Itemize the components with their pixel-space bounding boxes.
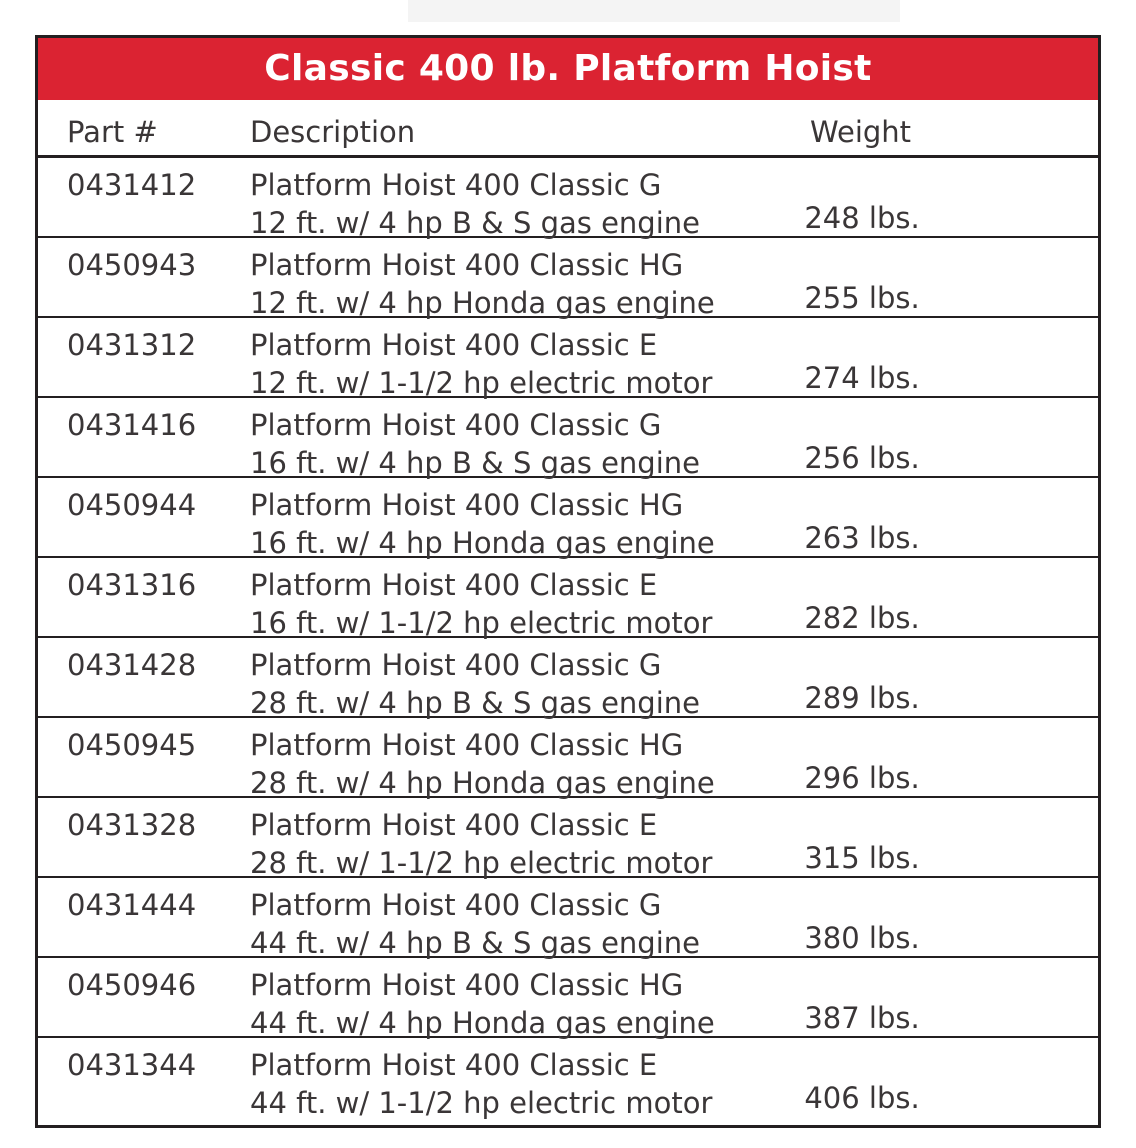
description-line-2: 44 ft. w/ 4 hp B & S gas engine — [250, 926, 700, 960]
weight-value: 406 lbs. — [804, 1081, 920, 1115]
header-description: Description — [250, 115, 416, 149]
table-row — [38, 318, 1098, 398]
table-row — [38, 238, 1098, 318]
description-line-2: 28 ft. w/ 4 hp B & S gas engine — [250, 686, 700, 720]
weight-value: 282 lbs. — [804, 601, 920, 635]
table-row — [38, 958, 1098, 1038]
description-line-1: Platform Hoist 400 Classic G — [250, 408, 662, 442]
weight-value: 274 lbs. — [804, 361, 920, 395]
part-number: 0431428 — [67, 648, 197, 682]
description-line-1: Platform Hoist 400 Classic E — [250, 568, 658, 602]
table-body — [38, 158, 1098, 1120]
part-number: 0431444 — [67, 888, 197, 922]
table-row — [38, 718, 1098, 798]
weight-value: 256 lbs. — [804, 441, 920, 475]
table-row — [38, 158, 1098, 238]
description-line-2: 12 ft. w/ 1-1/2 hp electric motor — [250, 366, 713, 400]
part-number: 0450945 — [67, 728, 197, 762]
header-part-number: Part # — [67, 115, 158, 149]
weight-value: 289 lbs. — [804, 681, 920, 715]
table-header-row — [38, 100, 1098, 158]
description-line-1: Platform Hoist 400 Classic E — [250, 808, 658, 842]
description-line-2: 44 ft. w/ 1-1/2 hp electric motor — [250, 1086, 713, 1120]
weight-value: 248 lbs. — [804, 201, 920, 235]
description-line-2: 28 ft. w/ 4 hp Honda gas engine — [250, 766, 715, 800]
part-number: 0450946 — [67, 968, 197, 1002]
part-number: 0431344 — [67, 1048, 197, 1082]
part-number: 0450943 — [67, 248, 197, 282]
table-row — [38, 1038, 1098, 1120]
table-row — [38, 398, 1098, 478]
part-number: 0431328 — [67, 808, 197, 842]
description-line-1: Platform Hoist 400 Classic HG — [250, 968, 684, 1002]
description-line-1: Platform Hoist 400 Classic G — [250, 648, 662, 682]
description-line-2: 12 ft. w/ 4 hp B & S gas engine — [250, 206, 700, 240]
description-line-2: 16 ft. w/ 4 hp Honda gas engine — [250, 526, 715, 560]
top-edge-strip — [408, 0, 900, 22]
description-line-1: Platform Hoist 400 Classic G — [250, 168, 662, 202]
description-line-2: 16 ft. w/ 4 hp B & S gas engine — [250, 446, 700, 480]
weight-value: 296 lbs. — [804, 761, 920, 795]
description-line-2: 16 ft. w/ 1-1/2 hp electric motor — [250, 606, 713, 640]
table-row — [38, 558, 1098, 638]
description-line-2: 28 ft. w/ 1-1/2 hp electric motor — [250, 846, 713, 880]
table-row — [38, 878, 1098, 958]
weight-value: 315 lbs. — [804, 841, 920, 875]
header-weight: Weight — [810, 115, 912, 149]
part-number: 0431412 — [67, 168, 197, 202]
description-line-1: Platform Hoist 400 Classic HG — [250, 248, 684, 282]
weight-value: 263 lbs. — [804, 521, 920, 555]
description-line-1: Platform Hoist 400 Classic HG — [250, 488, 684, 522]
part-number: 0431312 — [67, 328, 197, 362]
part-number: 0431316 — [67, 568, 197, 602]
table-title: Classic 400 lb. Platform Hoist — [38, 38, 1098, 100]
description-line-1: Platform Hoist 400 Classic HG — [250, 728, 684, 762]
weight-value: 380 lbs. — [804, 921, 920, 955]
part-number: 0431416 — [67, 408, 197, 442]
description-line-2: 12 ft. w/ 4 hp Honda gas engine — [250, 286, 715, 320]
table-row — [38, 798, 1098, 878]
description-line-1: Platform Hoist 400 Classic E — [250, 328, 658, 362]
description-line-1: Platform Hoist 400 Classic G — [250, 888, 662, 922]
description-line-2: 44 ft. w/ 4 hp Honda gas engine — [250, 1006, 715, 1040]
product-table — [35, 35, 1101, 1128]
table-row — [38, 478, 1098, 558]
weight-value: 387 lbs. — [804, 1001, 920, 1035]
table-row — [38, 638, 1098, 718]
description-line-1: Platform Hoist 400 Classic E — [250, 1048, 658, 1082]
weight-value: 255 lbs. — [804, 281, 920, 315]
part-number: 0450944 — [67, 488, 197, 522]
